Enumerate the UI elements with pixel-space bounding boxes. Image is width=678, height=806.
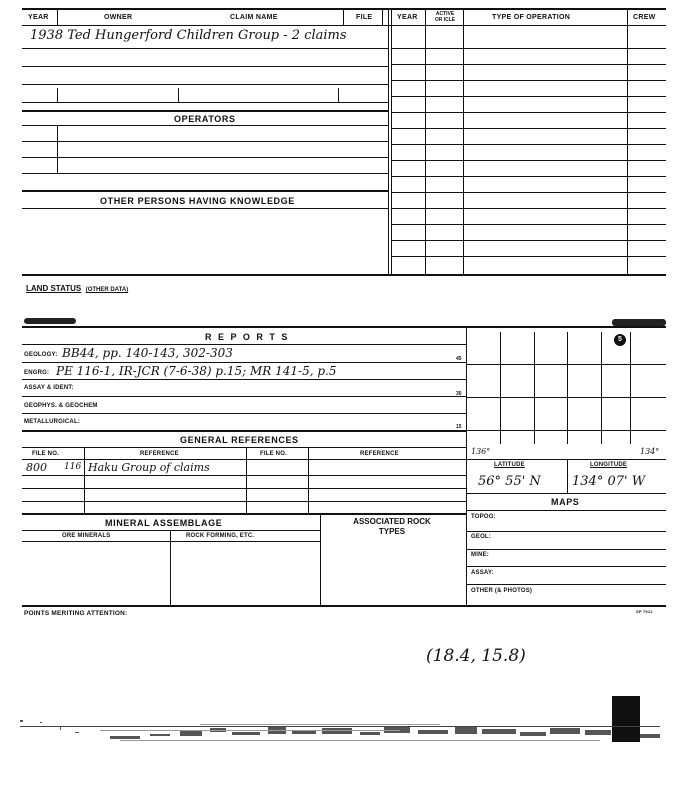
- divider: [463, 9, 464, 25]
- reports-top-border: [22, 326, 666, 328]
- metallurgical-label: METALLURGICAL:: [24, 419, 81, 425]
- owner-entry: 1938 Ted Hungerford Children Group - 2 claims: [30, 28, 347, 43]
- land-status-sub: (OTHER DATA): [85, 287, 129, 293]
- row-line: [391, 160, 666, 161]
- latitude-value: 56° 55' N: [478, 474, 541, 489]
- panel-divider: [466, 327, 467, 605]
- scan-smear-left: [24, 318, 76, 324]
- ref-row1-reference: Haku Group of claims: [88, 461, 210, 474]
- row-line: [22, 110, 388, 112]
- divider: [57, 125, 58, 173]
- maps-mine: MINE:: [471, 552, 489, 558]
- corner-right-longitude: 134°: [640, 447, 660, 456]
- reports-bottom-border: [22, 605, 666, 607]
- row-line: [391, 128, 666, 129]
- row-line: [466, 531, 666, 532]
- row-line: [22, 157, 388, 158]
- row-line: [391, 208, 666, 209]
- row-line: [22, 66, 388, 67]
- row-line: [466, 493, 666, 494]
- row-line: [22, 396, 466, 397]
- divider: [343, 9, 344, 25]
- geology-value: BB44, pp. 140-143, 302-303: [62, 346, 233, 360]
- scan-noise-strip: [0, 690, 678, 760]
- row-line: [391, 112, 666, 113]
- maps-topog: TOPOG:: [471, 514, 496, 520]
- form-number: SP 7512: [636, 609, 653, 614]
- row-line: [22, 48, 388, 49]
- row-line: [22, 362, 466, 363]
- maps-other: OTHER (& PHOTOS): [471, 588, 533, 594]
- row-line: [466, 584, 666, 585]
- engrg-value: PE 116-1, IR-JCR (7-6-38) p.15; MR 141-5, p.5: [56, 364, 337, 378]
- row-line: [391, 80, 666, 81]
- row-line: [391, 240, 666, 241]
- column-divider: [388, 9, 389, 275]
- divider: [57, 9, 58, 25]
- ref-file-no-header: FILE NO.: [32, 451, 59, 457]
- general-references-heading: GENERAL REFERENCES: [180, 435, 299, 445]
- ref-row1-file: 800: [26, 461, 47, 474]
- row-line: [22, 102, 388, 103]
- row-line: [466, 510, 666, 511]
- grid-line: [466, 397, 666, 398]
- header-underline: [22, 25, 666, 26]
- divider: [425, 25, 426, 275]
- divider: [338, 88, 339, 102]
- maps-heading: MAPS: [551, 497, 580, 507]
- divider: [382, 9, 383, 25]
- grid-line: [601, 332, 602, 444]
- grid-line: [466, 430, 666, 431]
- margin-30: 30: [456, 391, 462, 397]
- header-claim-name: CLAIM NAME: [230, 14, 278, 21]
- row-line: [466, 459, 666, 460]
- header-crew: CREW: [633, 14, 656, 21]
- grid-line: [567, 332, 568, 444]
- row-line: [22, 513, 466, 515]
- associated-rock-types-heading: ASSOCIATED ROCK TYPES: [353, 517, 431, 536]
- maps-geol: GEOL:: [471, 534, 491, 540]
- divider: [627, 9, 628, 25]
- margin-45: 45: [456, 356, 462, 362]
- divider: [425, 9, 426, 25]
- header-active-line2: OR ICLE: [434, 17, 456, 23]
- points-meriting-label: POINTS MERITING ATTENTION:: [24, 610, 128, 617]
- divider: [308, 447, 309, 513]
- row-line: [22, 475, 466, 476]
- row-line: [22, 190, 388, 192]
- divider: [320, 513, 321, 605]
- reports-heading: R E P O R T S: [205, 332, 290, 342]
- land-status-label: LAND STATUS: [26, 284, 82, 293]
- top-border: [22, 8, 666, 10]
- row-line: [22, 541, 320, 542]
- row-line: [466, 549, 666, 550]
- other-persons-heading: OTHER PERSONS HAVING KNOWLEDGE: [100, 196, 295, 206]
- scan-smear-right: [612, 319, 666, 326]
- grid-line: [630, 332, 631, 444]
- row-line: [22, 488, 466, 489]
- grid-line: [500, 332, 501, 444]
- row-line: [391, 192, 666, 193]
- margin-15: 15: [456, 424, 462, 430]
- row-line: [22, 141, 388, 142]
- row-line: [391, 176, 666, 177]
- ref-reference-header-2: REFERENCE: [360, 451, 399, 457]
- grid-line: [466, 364, 666, 365]
- row-line: [391, 96, 666, 97]
- row-line: [22, 413, 466, 414]
- coordinates-note: (18.4, 15.8): [426, 646, 526, 666]
- maps-assay: ASSAY:: [471, 570, 494, 576]
- divider: [246, 447, 247, 513]
- rock-forming-header: ROCK FORMING, ETC.: [186, 533, 255, 539]
- ref-row1-num: 116: [64, 462, 82, 472]
- row-line: [22, 208, 388, 209]
- corner-left-longitude: 136°: [471, 447, 491, 456]
- row-line: [22, 84, 388, 85]
- divider: [463, 25, 464, 275]
- header-owner: OWNER: [104, 14, 133, 21]
- header-year-2: YEAR: [397, 14, 418, 21]
- row-line: [22, 430, 466, 432]
- divider: [170, 530, 171, 605]
- header-active-line1: ACTIVE: [435, 11, 455, 17]
- mineral-assemblage-heading: MINERAL ASSEMBLAGE: [105, 518, 223, 528]
- section-bottom: [22, 274, 666, 276]
- row-line: [22, 379, 466, 380]
- row-line: [22, 344, 466, 345]
- row-line: [22, 173, 388, 174]
- ref-file-no-header-2: FILE NO.: [260, 451, 287, 457]
- longitude-label: LONGITUDE: [590, 462, 628, 468]
- header-type-of-operation: TYPE OF OPERATION: [492, 14, 571, 21]
- divider: [627, 25, 628, 275]
- row-line: [22, 501, 466, 502]
- row-line: [22, 447, 466, 448]
- divider: [57, 88, 58, 102]
- longitude-value: 134° 07' W: [572, 474, 646, 489]
- row-line: [391, 48, 666, 49]
- row-line: [22, 530, 320, 531]
- latitude-label: LATITUDE: [494, 462, 525, 468]
- location-circle-mark: 5: [614, 334, 626, 346]
- operators-heading: OPERATORS: [174, 114, 236, 124]
- divider: [567, 459, 568, 493]
- header-year: YEAR: [28, 14, 49, 21]
- ref-reference-header: REFERENCE: [140, 451, 179, 457]
- header-active: [428, 11, 462, 23]
- land-status-heading: [26, 278, 128, 296]
- engrg-label: ENGRG:: [24, 370, 50, 376]
- row-line: [466, 566, 666, 567]
- grid-line: [534, 332, 535, 444]
- ore-minerals-header: ORE MINERALS: [62, 533, 111, 539]
- row-line: [391, 64, 666, 65]
- divider: [84, 447, 85, 513]
- row-line: [22, 125, 388, 126]
- row-line: [391, 224, 666, 225]
- row-line: [391, 144, 666, 145]
- header-file: FILE: [356, 14, 373, 21]
- assay-label: ASSAY & IDENT:: [24, 385, 74, 391]
- row-line: [22, 459, 466, 460]
- divider: [178, 88, 179, 102]
- row-line: [391, 256, 666, 257]
- geophys-label: GEOPHYS. & GEOCHEM: [24, 403, 98, 409]
- geology-label: GEOLOGY:: [24, 352, 58, 358]
